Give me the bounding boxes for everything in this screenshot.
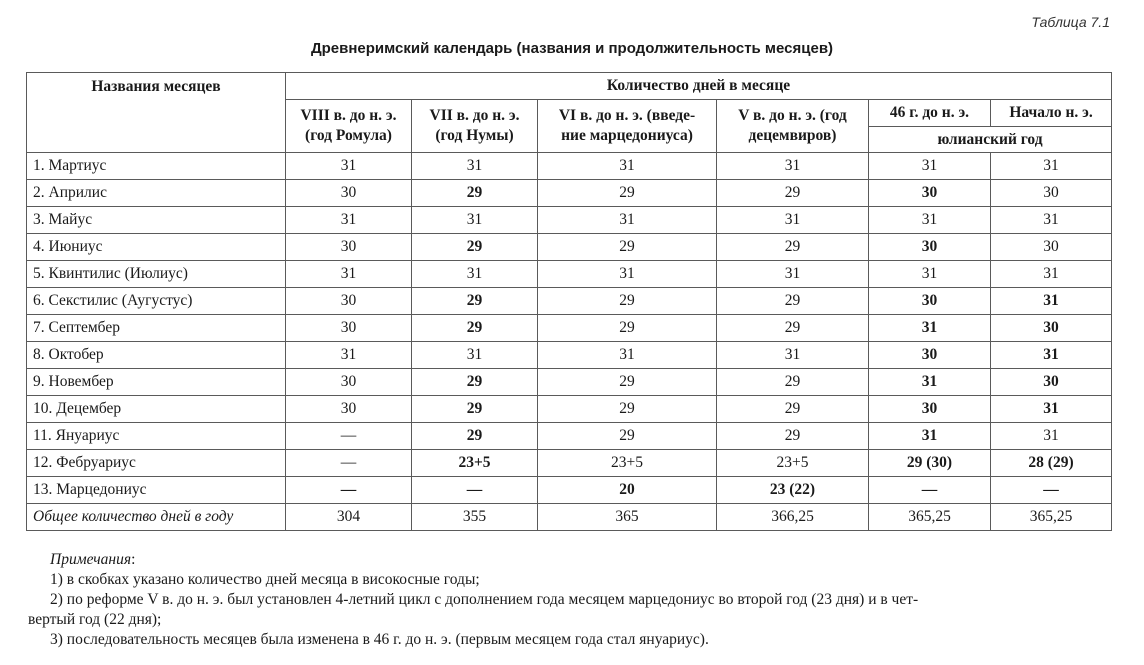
days-cell: — <box>286 477 412 504</box>
days-cell: 31 <box>717 342 869 369</box>
total-days-cell: 365 <box>538 504 717 531</box>
days-cell: 31 <box>717 207 869 234</box>
days-cell: 29 <box>412 234 538 261</box>
days-cell: 29 <box>538 396 717 423</box>
days-cell: 31 <box>538 261 717 288</box>
days-cell: 29 <box>538 234 717 261</box>
days-cell: 31 <box>869 207 991 234</box>
days-cell: 30 <box>869 180 991 207</box>
table-row <box>27 396 1112 423</box>
days-cell: 29 <box>412 369 538 396</box>
month-name-cell: 11. Януариус <box>27 423 286 450</box>
days-cell: 31 <box>991 342 1112 369</box>
days-cell: 30 <box>286 369 412 396</box>
header-month-names: Названия месяцев <box>27 73 286 153</box>
total-row <box>27 504 1112 531</box>
days-cell: 31 <box>286 342 412 369</box>
days-cell: 29 <box>412 423 538 450</box>
days-cell: 20 <box>538 477 717 504</box>
days-cell: — <box>286 423 412 450</box>
header-period-line1: VIII в. до н. э. <box>300 107 397 124</box>
days-cell: 31 <box>412 261 538 288</box>
total-days-cell: 365,25 <box>869 504 991 531</box>
days-cell: 31 <box>538 342 717 369</box>
days-cell: 30 <box>869 234 991 261</box>
days-cell: 29 (30) <box>869 450 991 477</box>
total-days-cell: 365,25 <box>991 504 1112 531</box>
days-cell: 23 (22) <box>717 477 869 504</box>
days-cell: 29 <box>412 315 538 342</box>
note-item-continuation: вертый год (22 дня); <box>28 611 162 628</box>
total-days-cell: 355 <box>412 504 538 531</box>
month-name-cell: 4. Июниус <box>27 234 286 261</box>
days-cell: 28 (29) <box>991 450 1112 477</box>
days-cell: 29 <box>538 369 717 396</box>
days-cell: 30 <box>991 369 1112 396</box>
days-cell: 30 <box>991 315 1112 342</box>
days-cell: 31 <box>538 207 717 234</box>
header-period-line2: децемвиров) <box>748 127 837 144</box>
header-period-5: 46 г. до н. э. <box>869 100 991 127</box>
header-period-line1: VI в. до н. э. (введе- <box>558 107 696 124</box>
total-days-cell: 366,25 <box>717 504 869 531</box>
days-cell: 30 <box>869 396 991 423</box>
total-label-cell: Общее количество дней в году <box>27 504 286 531</box>
table-row <box>27 477 1112 504</box>
days-cell: 29 <box>717 315 869 342</box>
days-cell: 30 <box>991 234 1112 261</box>
header-period-2 <box>412 100 538 153</box>
days-cell: 29 <box>717 423 869 450</box>
days-cell: 29 <box>717 369 869 396</box>
table-row <box>27 369 1112 396</box>
notes-colon: : <box>131 551 136 568</box>
days-cell: — <box>991 477 1112 504</box>
days-cell: 31 <box>991 153 1112 180</box>
table-row <box>27 423 1112 450</box>
days-cell: 31 <box>991 423 1112 450</box>
days-cell: 31 <box>412 207 538 234</box>
days-cell: 29 <box>717 396 869 423</box>
table-row <box>27 315 1112 342</box>
table-row <box>27 342 1112 369</box>
days-cell: 29 <box>538 288 717 315</box>
days-cell: 31 <box>869 423 991 450</box>
days-cell: — <box>412 477 538 504</box>
days-cell: 29 <box>717 180 869 207</box>
total-days-cell: 304 <box>286 504 412 531</box>
header-period-line2: (год Нумы) <box>435 127 514 144</box>
header-period-6: Начало н. э. <box>991 100 1112 127</box>
days-cell: 29 <box>538 180 717 207</box>
month-name-cell: 5. Квинтилис (Июлиус) <box>27 261 286 288</box>
calendar-table <box>26 72 1112 531</box>
days-cell: 31 <box>991 261 1112 288</box>
days-cell: 23+5 <box>538 450 717 477</box>
days-cell: 31 <box>869 261 991 288</box>
month-name-cell: 3. Майус <box>27 207 286 234</box>
days-cell: 31 <box>869 369 991 396</box>
days-cell: 30 <box>991 180 1112 207</box>
days-cell: 31 <box>286 207 412 234</box>
days-cell: — <box>869 477 991 504</box>
month-name-cell: 8. Октобер <box>27 342 286 369</box>
note-item: 2) по реформе V в. до н. э. был установлен 4-летний цикл с дополнением года месяцем марцедониус во второй год (23 дня) и в чет- <box>50 591 919 608</box>
table-row <box>27 288 1112 315</box>
days-cell: 31 <box>412 342 538 369</box>
days-cell: 31 <box>991 396 1112 423</box>
days-cell: 30 <box>286 234 412 261</box>
days-cell: 23+5 <box>412 450 538 477</box>
days-cell: 31 <box>717 153 869 180</box>
table-row <box>27 261 1112 288</box>
table-row <box>27 234 1112 261</box>
days-cell: 30 <box>286 396 412 423</box>
days-cell: 31 <box>991 207 1112 234</box>
month-name-cell: 1. Мартиус <box>27 153 286 180</box>
days-cell: 31 <box>869 153 991 180</box>
days-cell: 31 <box>991 288 1112 315</box>
note-item: 1) в скобках указано количество дней месяца в високосные годы; <box>50 571 480 588</box>
table-body <box>27 153 1112 531</box>
header-days-group: Количество дней в месяце <box>286 73 1112 100</box>
notes-block <box>28 550 1120 650</box>
header-period-line1: VII в. до н. э. <box>429 107 520 124</box>
table-row <box>27 180 1112 207</box>
days-cell: 31 <box>286 153 412 180</box>
header-period-1 <box>286 100 412 153</box>
header-period-line2: (год Ромула) <box>305 127 392 144</box>
month-name-cell: 9. Новембер <box>27 369 286 396</box>
month-name-cell: 13. Марцедониус <box>27 477 286 504</box>
days-cell: 29 <box>412 396 538 423</box>
days-cell: 30 <box>286 315 412 342</box>
table-row <box>27 207 1112 234</box>
days-cell: 30 <box>286 180 412 207</box>
days-cell: 23+5 <box>717 450 869 477</box>
header-period-line2: ние марцедониуса) <box>561 127 693 144</box>
month-name-cell: 12. Фебруариус <box>27 450 286 477</box>
days-cell: 30 <box>286 288 412 315</box>
notes-heading: Примечания <box>50 551 132 568</box>
table-row <box>27 153 1112 180</box>
table-row <box>27 450 1112 477</box>
days-cell: 29 <box>717 234 869 261</box>
month-name-cell: 10. Децембер <box>27 396 286 423</box>
month-name-cell: 2. Априлис <box>27 180 286 207</box>
days-cell: 31 <box>538 153 717 180</box>
days-cell: 31 <box>412 153 538 180</box>
days-cell: 29 <box>538 315 717 342</box>
header-period-3 <box>538 100 717 153</box>
table-caption: Таблица 7.1 <box>1031 14 1110 30</box>
table-title: Древнеримский календарь (названия и продолжительность месяцев) <box>310 40 834 57</box>
month-name-cell: 7. Септембер <box>27 315 286 342</box>
header-period-4 <box>717 100 869 153</box>
month-name-cell: 6. Секстилис (Аугустус) <box>27 288 286 315</box>
days-cell: 30 <box>869 342 991 369</box>
days-cell: 29 <box>412 288 538 315</box>
header-julian-year: юлианский год <box>869 127 1112 153</box>
days-cell: 31 <box>286 261 412 288</box>
days-cell: 31 <box>717 261 869 288</box>
days-cell: 29 <box>538 423 717 450</box>
days-cell: 29 <box>717 288 869 315</box>
days-cell: — <box>286 450 412 477</box>
header-period-line1: V в. до н. э. (год <box>738 107 847 124</box>
note-item: 3) последовательность месяцев была изменена в 46 г. до н. э. (первым месяцем года стал януариус). <box>50 631 709 648</box>
days-cell: 31 <box>869 315 991 342</box>
days-cell: 29 <box>412 180 538 207</box>
days-cell: 30 <box>869 288 991 315</box>
